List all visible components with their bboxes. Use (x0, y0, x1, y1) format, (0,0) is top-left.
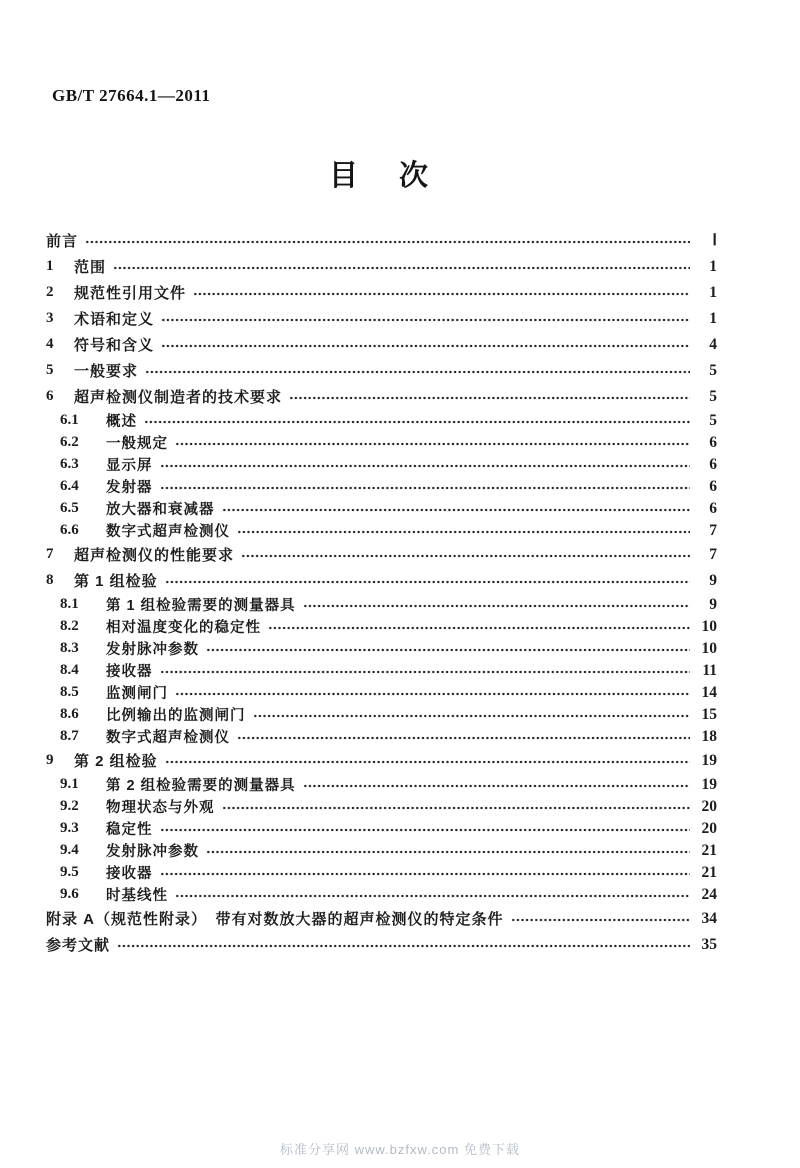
toc-leader-dots (144, 358, 690, 384)
toc-entry-page: 21 (701, 841, 717, 859)
toc-leader-dots (205, 638, 690, 660)
toc-entry (46, 818, 717, 840)
toc-entry (46, 476, 717, 498)
toc-leader-dots (160, 332, 690, 358)
toc-entry (46, 542, 717, 568)
toc-entry (46, 384, 717, 410)
toc-leader-dots (159, 660, 691, 682)
toc-entry-number: 8.3 (60, 640, 79, 657)
toc-entry (46, 840, 717, 862)
toc-entry-page: 6 (709, 455, 717, 473)
toc-entry-page: 24 (701, 885, 717, 903)
toc-entry-number: 6.4 (60, 478, 79, 495)
toc-entry-number: 9 (46, 752, 54, 769)
toc-leader-dots (236, 726, 690, 748)
toc-entry-page: 15 (701, 705, 717, 723)
toc-entry-number: 9.5 (60, 864, 79, 881)
toc-entry (46, 358, 717, 384)
toc-entry-number: 7 (46, 546, 54, 563)
toc-leader-dots (112, 254, 690, 280)
toc-leader-dots (302, 594, 690, 616)
toc-entry-page: 6 (709, 433, 717, 451)
toc-entry-page: 10 (701, 617, 717, 635)
toc-entry-page: 20 (701, 797, 717, 815)
toc-entry-title: 时基线性 (106, 888, 168, 905)
toc-entry-title: 接收器 (106, 664, 153, 681)
toc-entry-title: 附录 A（规范性附录） 带有对数放大器的超声检测仪的特定条件 (46, 911, 504, 929)
toc-entry-number: 9.3 (60, 820, 79, 837)
toc-leader-dots (174, 884, 690, 906)
toc-leader-dots (84, 228, 690, 254)
toc-leader-dots (159, 818, 691, 840)
toc-leader-dots (159, 454, 691, 476)
toc-entry-title: 放大器和衰减器 (106, 502, 215, 519)
toc-entry-page: 35 (701, 935, 717, 953)
toc-entry-page: 11 (702, 661, 717, 679)
toc-entry-number: 9.2 (60, 798, 79, 815)
toc-leader-dots (192, 280, 690, 306)
toc-entry (46, 932, 717, 958)
toc-entry-title: 监测闸门 (106, 686, 168, 703)
toc-entry-page: Ⅰ (712, 232, 717, 250)
toc-entry (46, 638, 717, 660)
toc-leader-dots (159, 862, 691, 884)
toc-leader-dots (160, 306, 690, 332)
toc-entry-title: 一般规定 (106, 436, 168, 453)
toc-entry (46, 594, 717, 616)
toc-leader-dots (302, 774, 690, 796)
toc-entry-number: 3 (46, 310, 54, 327)
watermark-text: 标准分享网 www.bzfxw.com 免费下载 (280, 1142, 520, 1157)
toc-entry-page: 5 (709, 411, 717, 429)
toc-entry-number: 8.6 (60, 706, 79, 723)
toc-entry-title: 第 2 组检验需要的测量器具 (106, 778, 296, 795)
toc-entry-page: 7 (709, 521, 717, 539)
toc-entry (46, 884, 717, 906)
toc-entry (46, 726, 717, 748)
toc-entry-title: 规范性引用文件 (74, 285, 187, 303)
toc-entry-title: 发射脉冲参数 (106, 642, 199, 659)
toc-entry-page: 34 (701, 909, 717, 927)
toc-entry-title: 超声检测仪的性能要求 (74, 547, 235, 565)
toc-entry-number: 6 (46, 388, 54, 405)
toc-leader-dots (236, 520, 690, 542)
standard-number: GB/T 27664.1—2011 (52, 86, 211, 105)
toc-entry-number: 8.4 (60, 662, 79, 679)
toc-entry-title: 概述 (106, 414, 137, 431)
page-content (46, 0, 717, 958)
toc-entry-number: 4 (46, 336, 54, 353)
toc-entry (46, 498, 717, 520)
toc-entry (46, 306, 717, 332)
toc-entry-page: 20 (701, 819, 717, 837)
toc-entry-number: 9.4 (60, 842, 79, 859)
toc-entry-title: 比例输出的监测闸门 (106, 708, 246, 725)
toc-entry-title: 接收器 (106, 866, 153, 883)
toc-entry-title: 稳定性 (106, 822, 153, 839)
toc-entry-number: 8.2 (60, 618, 79, 635)
toc-entry-number: 8.5 (60, 684, 79, 701)
toc-leader-dots (159, 476, 691, 498)
toc-entry-page: 9 (709, 571, 717, 589)
toc-entry (46, 228, 717, 254)
toc-entry-number: 8 (46, 572, 54, 589)
toc-entry (46, 520, 717, 542)
toc-entry (46, 796, 717, 818)
toc-entry-number: 1 (46, 258, 54, 275)
toc-entry-number: 9.1 (60, 776, 79, 793)
toc-entry (46, 410, 717, 432)
toc-leader-dots (164, 568, 690, 594)
toc-entry (46, 280, 717, 306)
toc-entry-title: 相对温度变化的稳定性 (106, 620, 261, 637)
toc-entry-title: 物理状态与外观 (106, 800, 215, 817)
toc-leader-dots (205, 840, 690, 862)
toc-entry (46, 704, 717, 726)
toc-entry-page: 6 (709, 499, 717, 517)
toc-entry (46, 748, 717, 774)
toc-entry-title: 第 2 组检验 (74, 753, 158, 771)
toc-entry-page: 7 (709, 545, 717, 563)
toc-entry-number: 9.6 (60, 886, 79, 903)
toc-entry-title: 发射脉冲参数 (106, 844, 199, 861)
toc-leader-dots (510, 906, 690, 932)
toc-entry-page: 4 (709, 335, 717, 353)
toc-entry-title: 发射器 (106, 480, 153, 497)
toc-entry-page: 10 (701, 639, 717, 657)
toc-entry-title: 数字式超声检测仪 (106, 730, 230, 747)
toc-entry-number: 6.2 (60, 434, 79, 451)
toc-entry-page: 5 (709, 387, 717, 405)
toc-leader-dots (174, 682, 690, 704)
toc-entry-number: 2 (46, 284, 54, 301)
toc-entry (46, 682, 717, 704)
toc-entry (46, 432, 717, 454)
toc-leader-dots (288, 384, 690, 410)
toc-entry-number: 5 (46, 362, 54, 379)
toc-entry (46, 774, 717, 796)
toc-leader-dots (252, 704, 691, 726)
toc-entry-title: 第 1 组检验需要的测量器具 (106, 598, 296, 615)
toc-list (46, 228, 717, 958)
toc-entry-page: 1 (709, 257, 717, 275)
toc-entry-page: 5 (709, 361, 717, 379)
toc-entry-number: 6.1 (60, 412, 79, 429)
toc-entry (46, 616, 717, 638)
toc-entry (46, 568, 717, 594)
toc-entry (46, 254, 717, 280)
toc-entry-title: 范围 (74, 259, 107, 277)
toc-entry-title: 数字式超声检测仪 (106, 524, 230, 541)
toc-entry-page: 19 (701, 775, 717, 793)
toc-entry-title: 术语和定义 (74, 311, 155, 329)
toc-entry-number: 6.6 (60, 522, 79, 539)
toc-entry (46, 906, 717, 932)
toc-entry (46, 862, 717, 884)
toc-entry-title: 前言 (46, 233, 79, 251)
toc-leader-dots (221, 498, 691, 520)
toc-entry-page: 6 (709, 477, 717, 495)
toc-entry-title: 显示屏 (106, 458, 153, 475)
toc-entry-number: 6.5 (60, 500, 79, 517)
toc-leader-dots (164, 748, 690, 774)
toc-entry-title: 超声检测仪制造者的技术要求 (74, 389, 283, 407)
toc-leader-dots (174, 432, 690, 454)
toc-entry-page: 9 (709, 595, 717, 613)
toc-entry-number: 6.3 (60, 456, 79, 473)
toc-entry-page: 18 (701, 727, 717, 745)
toc-leader-dots (267, 616, 690, 638)
toc-entry-number: 8.7 (60, 728, 79, 745)
toc-entry-title: 符号和含义 (74, 337, 155, 355)
toc-leader-dots (143, 410, 690, 432)
toc-entry-page: 19 (701, 751, 717, 769)
toc-entry-page: 1 (709, 309, 717, 327)
toc-entry-title: 第 1 组检验 (74, 573, 158, 591)
toc-leader-dots (221, 796, 691, 818)
toc-leader-dots (116, 932, 690, 958)
toc-entry (46, 660, 717, 682)
toc-leader-dots (240, 542, 690, 568)
toc-entry-title: 一般要求 (74, 363, 139, 381)
page-title: 目 次 (328, 160, 434, 192)
toc-entry-page: 14 (701, 683, 717, 701)
toc-entry-page: 21 (701, 863, 717, 881)
toc-entry-page: 1 (709, 283, 717, 301)
toc-entry-title: 参考文献 (46, 937, 111, 955)
toc-entry (46, 454, 717, 476)
toc-entry (46, 332, 717, 358)
toc-entry-number: 8.1 (60, 596, 79, 613)
